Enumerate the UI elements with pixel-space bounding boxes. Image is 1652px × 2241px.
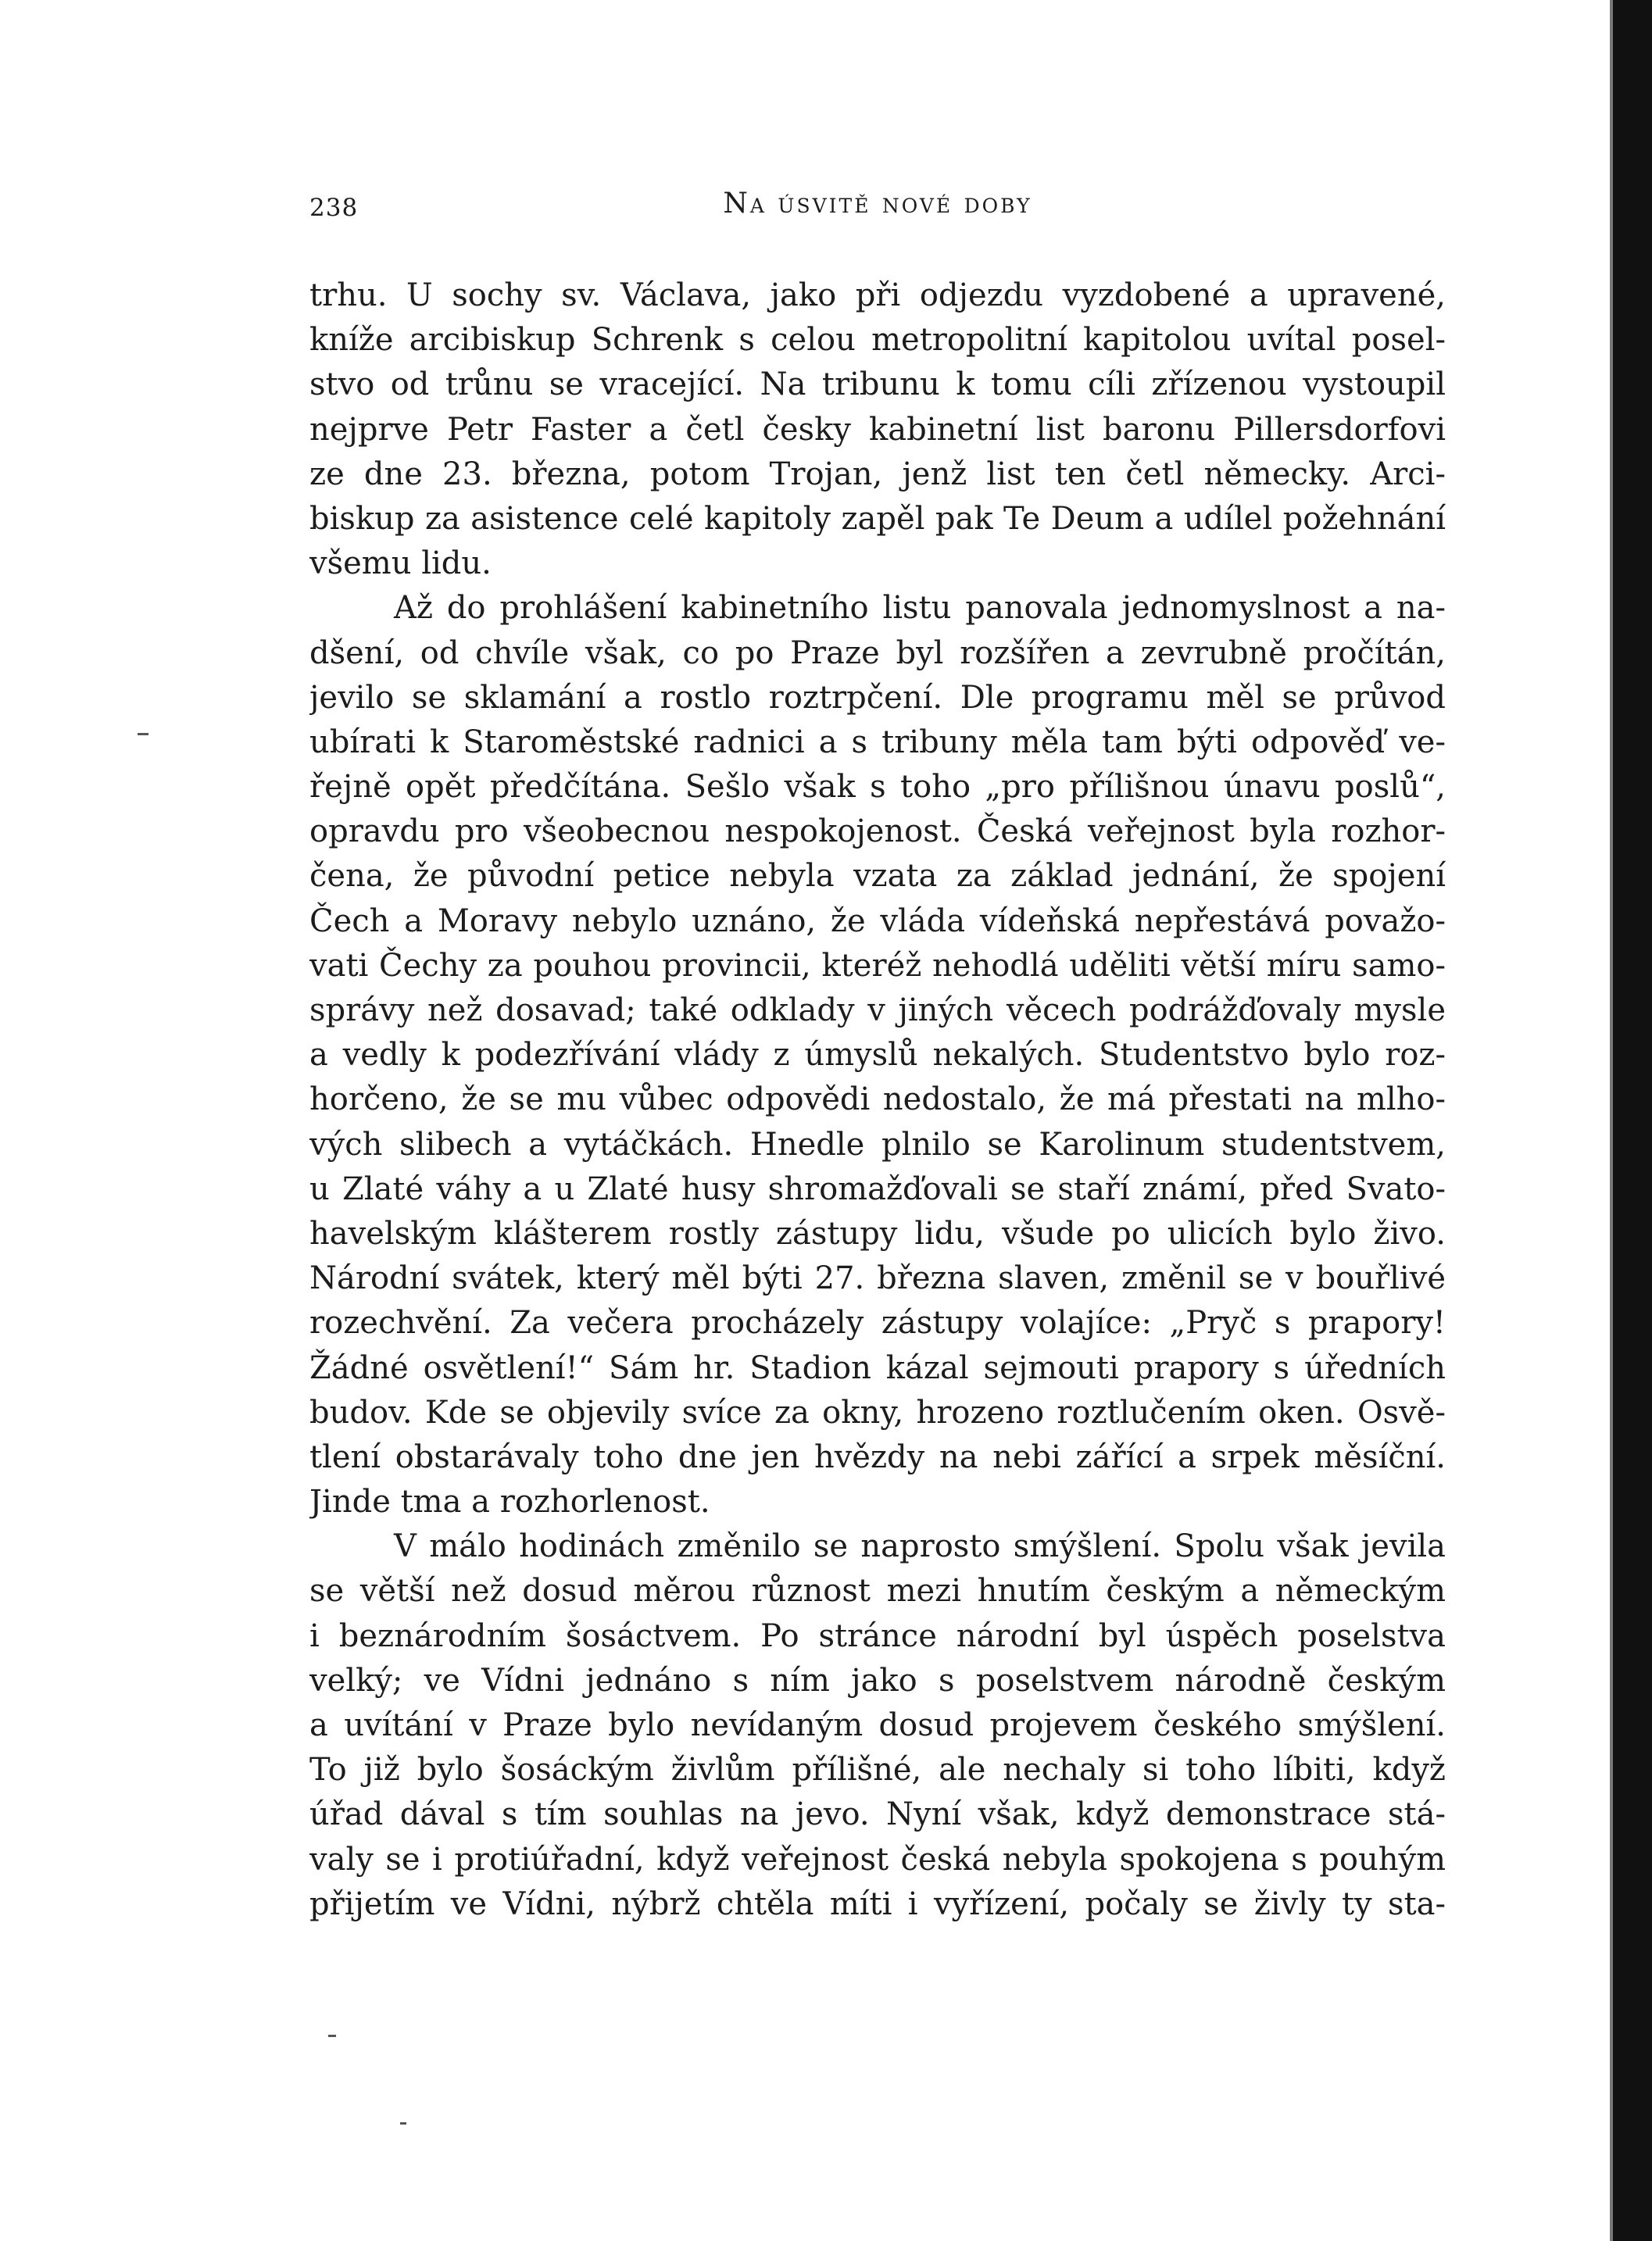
scan-speck (328, 2035, 336, 2037)
text-line: rozechvění. Za večera procházely zástupy volajíce: „Pryč s prapory! (309, 1305, 1446, 1342)
text-line: budov. Kde se objevily svíce za okny, hrozeno roztlučením oken. Osvě- (309, 1394, 1446, 1431)
text-line: trhu. U sochy sv. Václava, jako při odjezdu vyzdobené a upravené, (309, 277, 1446, 313)
text-line: V málo hodinách změnilo se naprosto smýšlení. Spolu však jevila (394, 1528, 1446, 1565)
text-line: horčeno, že se mu vůbec odpovědi nedostalo, že má přestati na mlho- (309, 1081, 1446, 1118)
running-head: Na úsvitě nové doby (723, 188, 1032, 220)
text-line: vati Čechy za pouhou provincii, kteréž nehodlá uděliti větší míru samo- (309, 947, 1446, 984)
page-header (309, 188, 1446, 227)
body-text (309, 273, 1446, 1927)
text-line: řejně opět předčítána. Sešlo však s toho „pro přílišnou únavu poslů“, (309, 769, 1446, 806)
text-line: To již bylo šosáckým živlům přílišné, ale nechaly si toho líbiti, když (309, 1752, 1446, 1789)
text-line: opravdu pro všeobecnou nespokojenost. Česká veřejnost byla rozhor- (309, 813, 1446, 850)
text-line: přijetím ve Vídni, nýbrž chtěla míti i vyřízení, počaly se živly ty sta- (309, 1885, 1446, 1922)
text-line: a vedly k podezřívání vlády z úmyslů nekalých. Studentstvo bylo roz- (309, 1037, 1446, 1074)
text-line: dšení, od chvíle však, co po Praze byl rozšířen a zevrubně pročítán, (309, 634, 1446, 671)
text-line: a uvítání v Praze bylo nevídaným dosud projevem českého smýšlení. (309, 1707, 1446, 1743)
scan-speck (138, 733, 148, 735)
scan-speck (400, 2122, 406, 2125)
text-line: tlení obstarávaly toho dne jen hvězdy na nebi zářící a srpek měsíční. (309, 1439, 1446, 1475)
scan-edge (1613, 0, 1652, 2241)
page-number: 238 (309, 194, 359, 222)
text-line: u Zlaté váhy a u Zlaté husy shromažďovali se staří známí, před Svato- (309, 1171, 1446, 1207)
text-line: Žádné osvětlení!“ Sám hr. Stadion kázal sejmouti prapory s úředních (309, 1349, 1446, 1386)
text-line: správy než dosavad; také odklady v jiných věcech podrážďovaly mysle (309, 992, 1446, 1028)
text-line: i beznárodním šosáctvem. Po stránce národní byl úspěch poselstva (309, 1617, 1446, 1654)
text-line: ubírati k Staroměstské radnici a s tribuny měla tam býti odpověď ve- (309, 724, 1446, 760)
text-line: se větší než dosud měrou různost mezi hnutím českým a německým (309, 1573, 1446, 1610)
text-line: biskup za asistence celé kapitoly zapěl pak Te Deum a udílel požehnání (309, 500, 1446, 537)
text-line: vých slibech a vytáčkách. Hnedle plnilo se Karolinum studentstvem, (309, 1126, 1446, 1163)
text-line: kníže arcibiskup Schrenk s celou metropolitní kapitolou uvítal posel- (309, 322, 1446, 359)
text-line: nejprve Petr Faster a četl česky kabinetní list baronu Pillersdorfovi (309, 411, 1446, 448)
text-line: havelským klášterem rostly zástupy lidu, všude po ulicích bylo živo. (309, 1215, 1446, 1252)
text-line: Až do prohlášení kabinetního listu panovala jednomyslnost a na- (394, 590, 1446, 627)
text-line: valy se i protiúřadní, když veřejnost česká nebyla spokojena s pouhým (309, 1841, 1446, 1878)
text-line: ze dne 23. března, potom Trojan, jenž list ten četl německy. Arci- (309, 456, 1446, 492)
text-line: jevilo se sklamání a rostlo roztrpčení. Dle programu měl se průvod (309, 679, 1446, 716)
text-line: velký; ve Vídni jednáno s ním jako s poselstvem národně českým (309, 1662, 1446, 1699)
text-line: všemu lidu. (309, 545, 492, 582)
text-line: úřad dával s tím souhlas na jevo. Nyní však, když demonstrace stá- (309, 1796, 1446, 1833)
text-line: stvo od trůnu se vracející. Na tribunu k tomu cíli zřízenou vystoupil (309, 366, 1446, 403)
text-line: Čech a Moravy nebylo uznáno, že vláda vídeňská nepřestává považo- (309, 902, 1446, 939)
text-line: Národní svátek, který měl býti 27. března slaven, změnil se v bouřlivé (309, 1260, 1446, 1297)
text-line: Jinde tma a rozhorlenost. (309, 1484, 710, 1521)
text-line: čena, že původní petice nebyla vzata za základ jednání, že spojení (309, 858, 1446, 895)
